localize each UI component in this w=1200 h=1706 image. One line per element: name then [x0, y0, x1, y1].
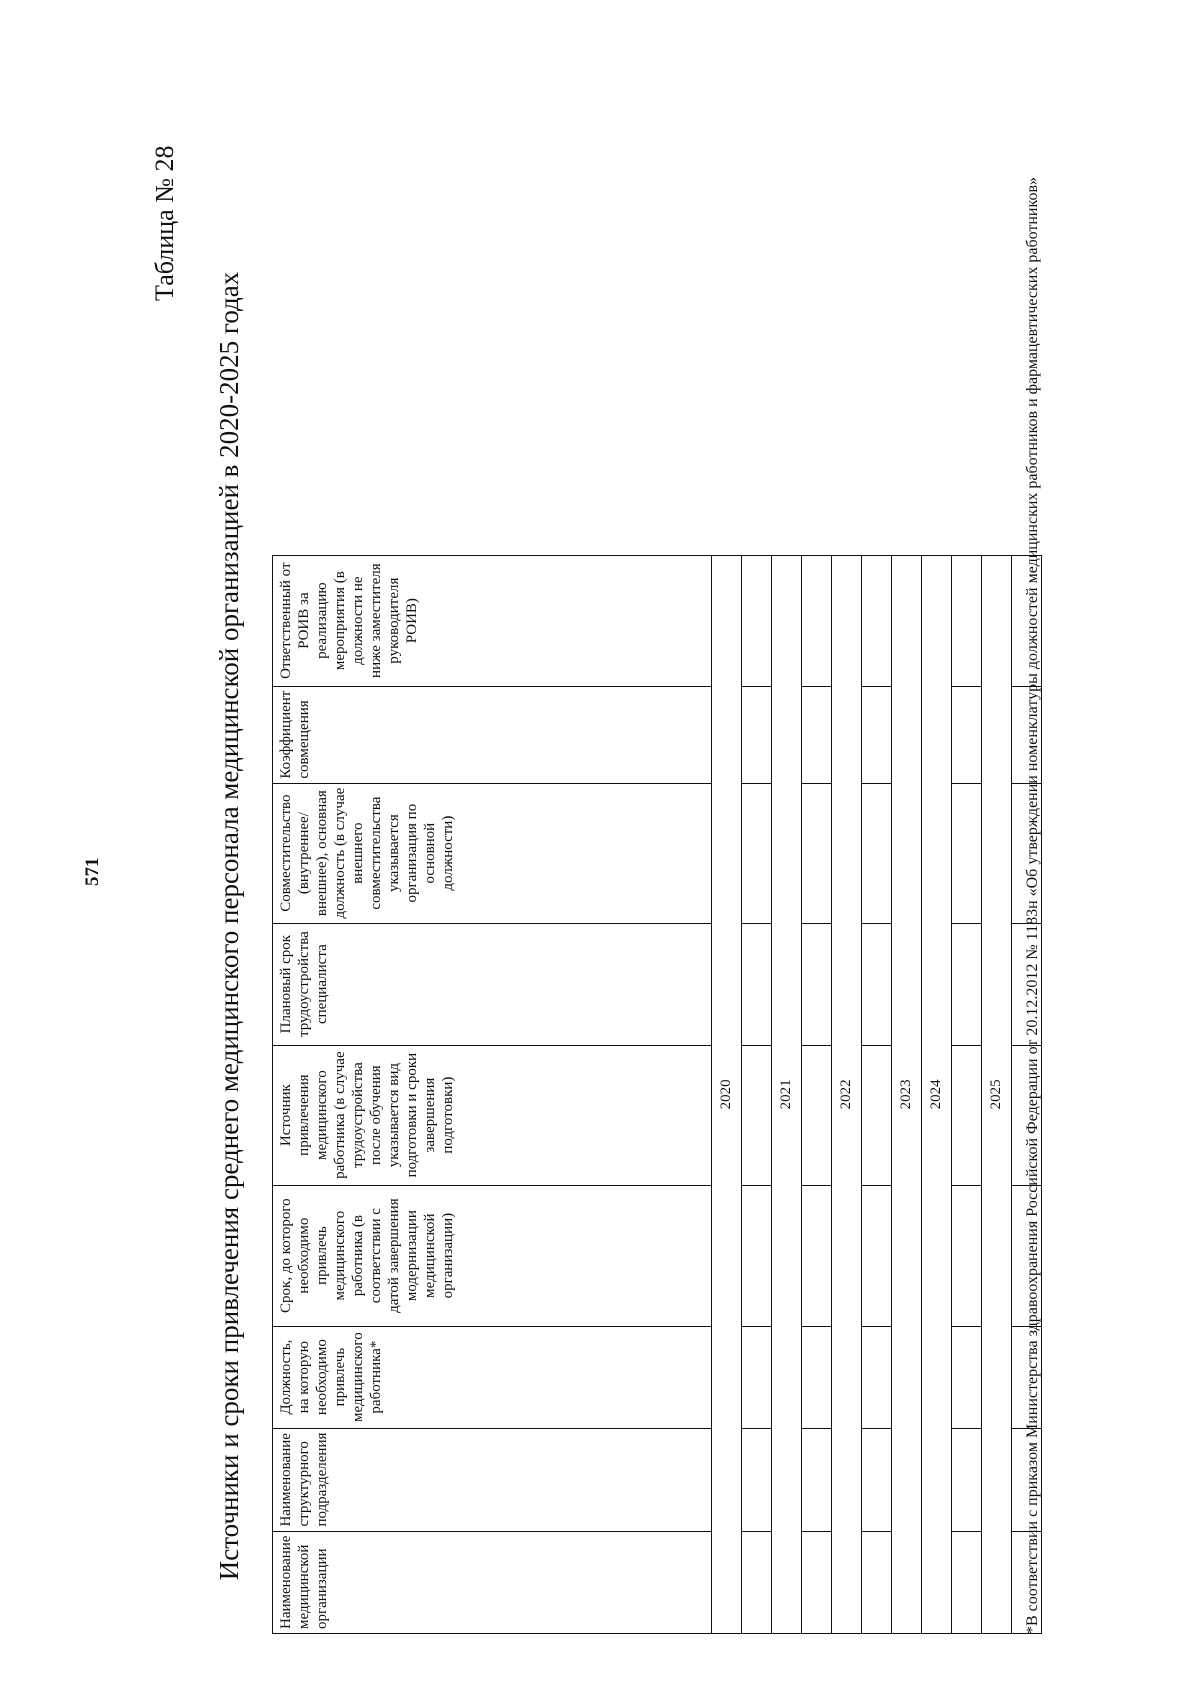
document-title: Источники и сроки привлечения среднего медицинского персонала медицинской организацией в 2020-2025 годах	[214, 271, 244, 1581]
year-row	[892, 555, 922, 1633]
sources-table	[272, 555, 1042, 1634]
year-row	[982, 555, 1012, 1633]
column-header: Источник привлечения медицинского работника (в случае трудоустройства после обучения указывается вид подготовки и сроки завершения подготовки)	[273, 1045, 712, 1185]
column-header: Наименование медицинской организации	[273, 1531, 712, 1633]
table-row	[802, 555, 832, 1633]
column-header: Совместительство (внутреннее/внешнее), основная должность (в случае внешнего совместительства указывается организация по основной должности)	[273, 783, 712, 923]
table-row	[862, 555, 892, 1633]
year-row	[712, 555, 742, 1633]
year-row	[832, 555, 862, 1633]
table-label: Таблица № 28	[150, 145, 179, 301]
year-cell: 2023	[892, 555, 922, 1633]
page-number: 571	[82, 857, 103, 886]
column-header: Наименование структурного подразделения	[273, 1428, 712, 1531]
year-cell: 2024	[922, 555, 952, 1633]
column-header: Плановый срок трудоустройства специалиста	[273, 923, 712, 1045]
table-row	[742, 555, 772, 1633]
column-header: Ответственный от РОИВ за реализацию мероприятия (в должности не ниже заместителя руководителя РОИВ)	[273, 555, 712, 686]
year-cell: 2025	[982, 555, 1012, 1633]
footnote: *В соответствии с приказом Министерства здравоохранения Российской Федерации от 20.12.2012 № 1183н «Об утверждении номенклатуры должностей медицинских работников и фармацевтических работников»	[1024, 176, 1041, 1634]
column-header: Должность, на которую необходимо привлечь медицинского работника*	[273, 1326, 712, 1428]
year-cell: 2021	[772, 555, 802, 1633]
table-row	[952, 555, 982, 1633]
year-row	[772, 555, 802, 1633]
column-header: Срок, до которого необходимо привлечь медицинского работника (в соответствии с датой завершения модернизации медицинской организации)	[273, 1185, 712, 1326]
year-row	[922, 555, 952, 1633]
year-cell: 2022	[832, 555, 862, 1633]
table-header-row	[273, 555, 712, 1633]
column-header: Коэффициент совмещения	[273, 686, 712, 783]
year-cell: 2020	[712, 555, 742, 1633]
